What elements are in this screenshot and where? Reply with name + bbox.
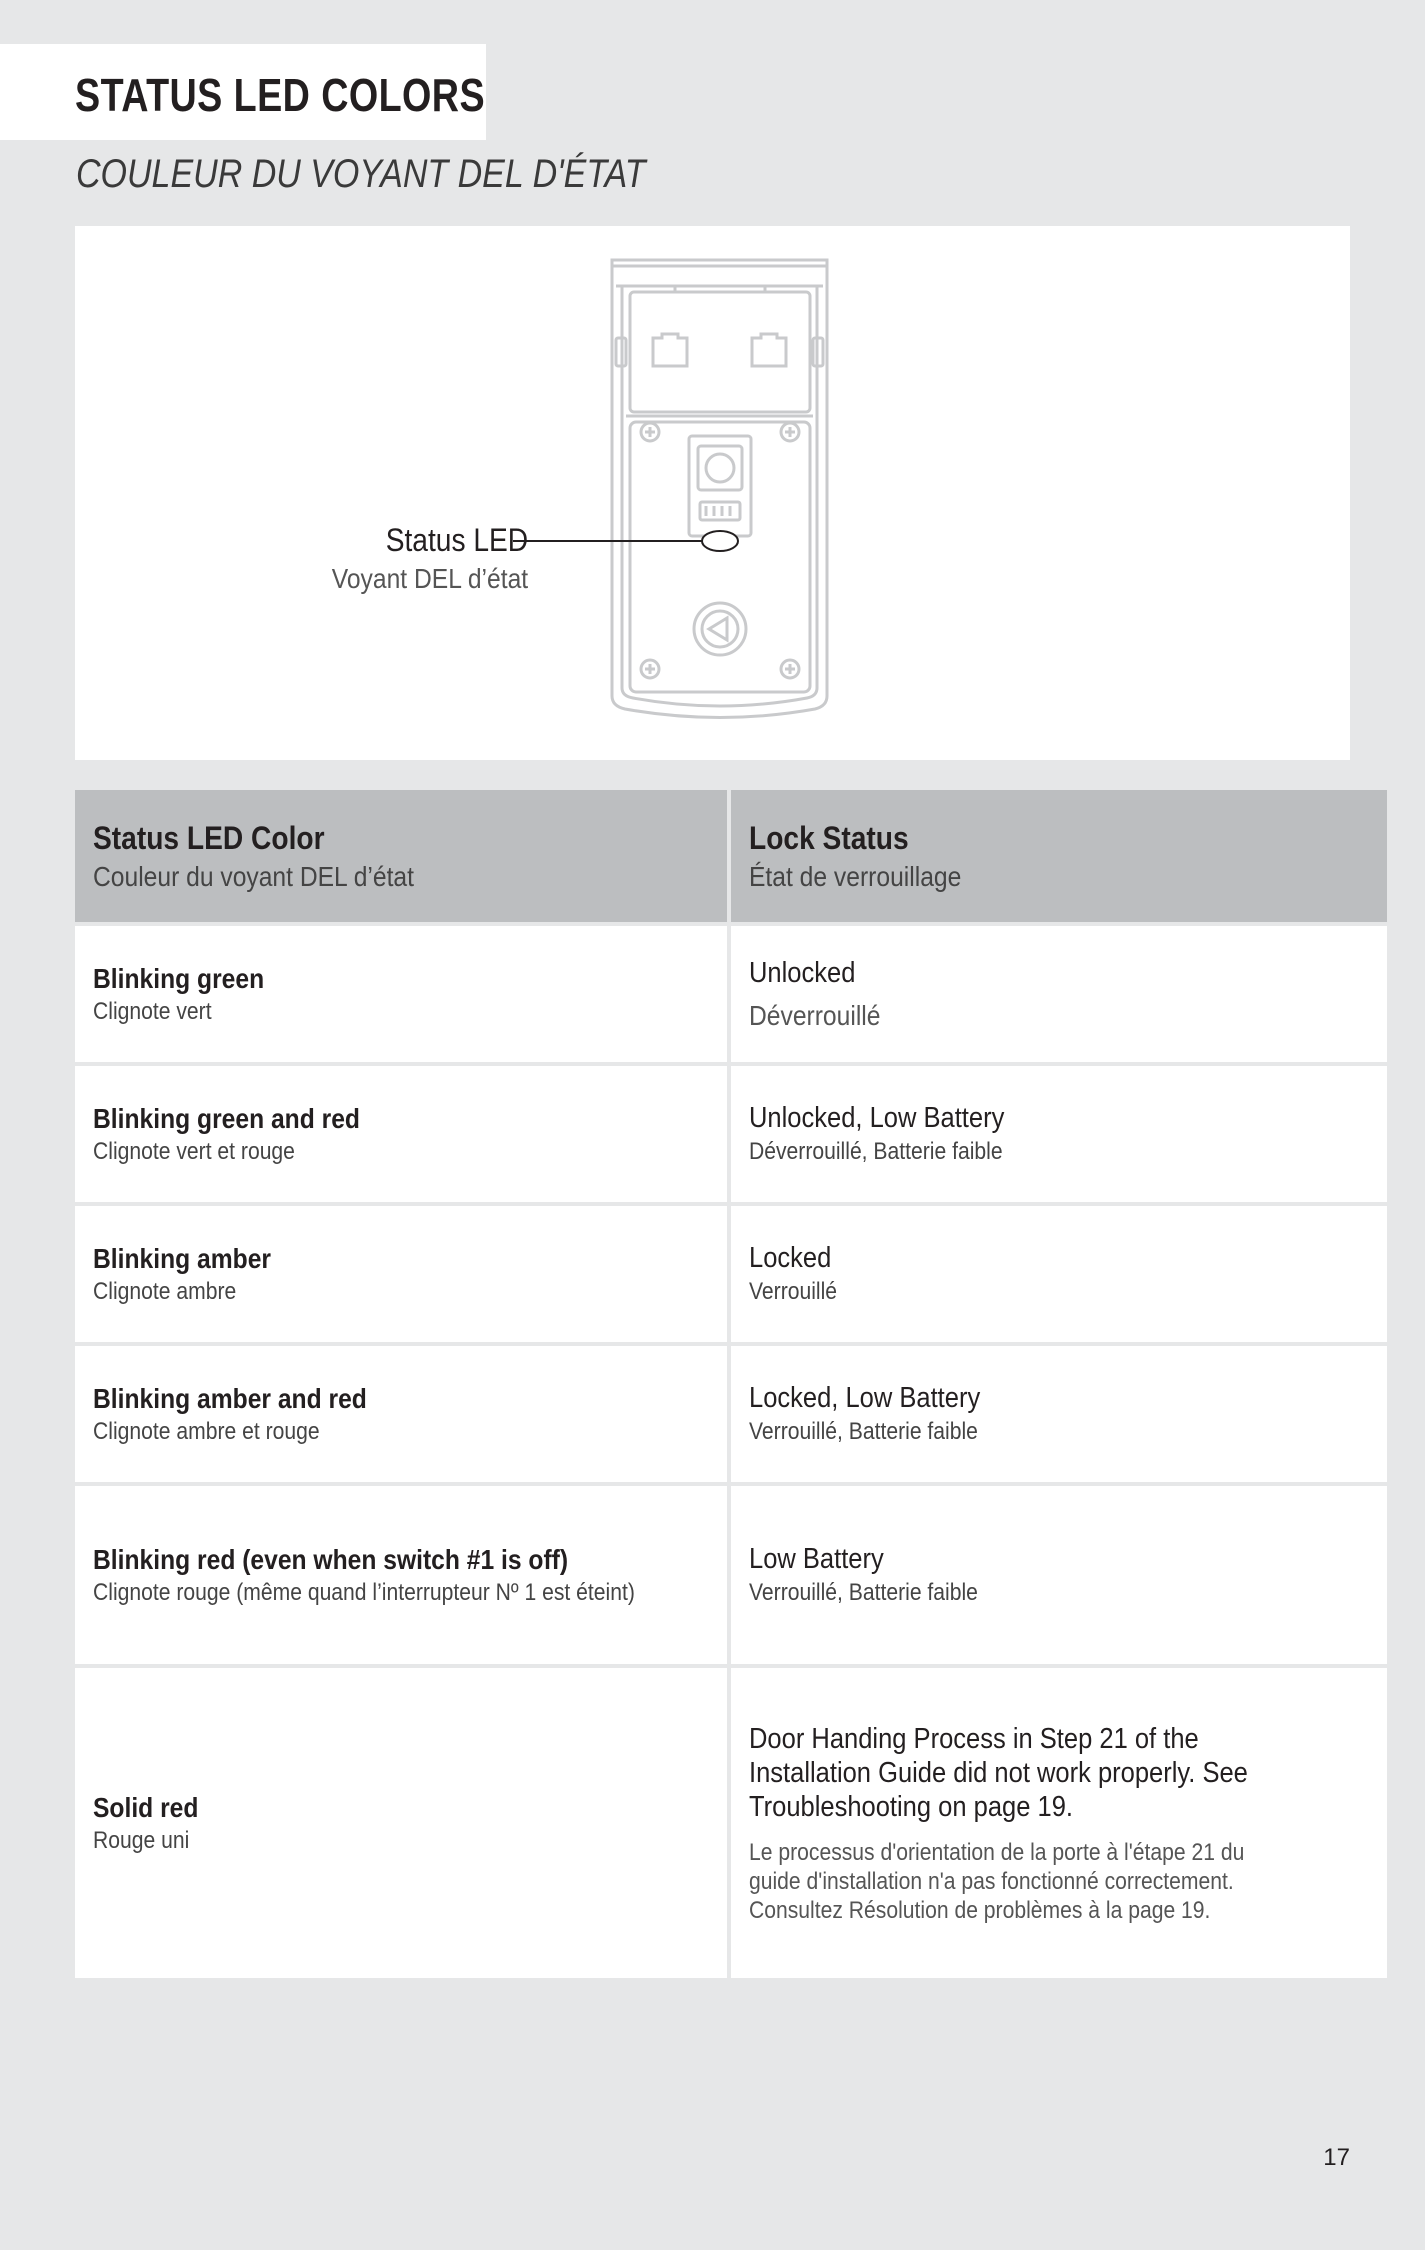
cell-led-color: [75, 1206, 727, 1342]
page-subtitle: COULEUR DU VOYANT DEL D'ÉTAT: [76, 152, 646, 196]
color-fr: Clignote ambre: [93, 1277, 237, 1305]
color-fr: Clignote vert: [93, 997, 212, 1025]
status-led-marker: [702, 531, 738, 551]
status-en: Locked, Low Battery: [748, 1382, 980, 1414]
cell-lock-status: [731, 926, 1387, 1062]
header-lock-status: [731, 790, 1387, 922]
status-fr: Verrouillé, Batterie faible: [748, 1418, 978, 1445]
header-led-color: [75, 790, 727, 922]
status-table: [71, 786, 1391, 1982]
color-fr: Clignote rouge (même quand l’interrupteur Nº 1 est éteint): [93, 1578, 635, 1606]
status-fr: Verrouillé: [748, 1278, 837, 1305]
cell-led-color: [75, 1346, 727, 1482]
status-fr: Déverrouillé: [748, 999, 881, 1031]
lock-illustration: [75, 226, 1350, 760]
status-en: Locked: [748, 1242, 832, 1274]
status-led-callout: [305, 522, 528, 595]
status-fr: Verrouillé, Batterie faible: [748, 1579, 978, 1606]
header-fr: État de verrouillage: [748, 860, 962, 892]
page-number: 17: [1323, 2144, 1350, 2171]
status-en: Unlocked: [748, 956, 856, 989]
status-fr: Déverrouillé, Batterie faible: [748, 1138, 1003, 1165]
cell-lock-status: [731, 1066, 1387, 1202]
cell-led-color: [75, 1486, 727, 1664]
lock-interior-drawing: [75, 226, 1350, 760]
table-row: [75, 1668, 1387, 1978]
table-row: [75, 1066, 1387, 1202]
status-en: Low Battery: [748, 1543, 884, 1575]
header-en: Status LED Color: [93, 819, 325, 856]
color-en: Blinking green: [93, 962, 265, 994]
cell-led-color: [75, 926, 727, 1062]
header-fr: Couleur du voyant DEL d’état: [93, 860, 414, 892]
cell-led-color: [75, 1668, 727, 1978]
table-row: [75, 1346, 1387, 1482]
cell-lock-status: [731, 1486, 1387, 1664]
cell-lock-status: [731, 1346, 1387, 1482]
color-en: Blinking amber: [93, 1242, 271, 1274]
table-row: [75, 926, 1387, 1062]
table-header-row: [75, 790, 1387, 922]
page-title: STATUS LED COLORS: [75, 69, 486, 121]
header-en: Lock Status: [748, 819, 909, 856]
status-en: Unlocked, Low Battery: [748, 1102, 1005, 1134]
status-en: Door Handing Process in Step 21 of the Installation Guide did not work properly. See Troubleshooting on page 19.: [748, 1722, 1248, 1823]
color-fr: Clignote ambre et rouge: [93, 1417, 320, 1445]
color-fr: Clignote vert et rouge: [93, 1137, 295, 1165]
status-led-label: Status LED: [385, 522, 528, 558]
status-fr: Le processus d'orientation de la porte à l'étape 21 du guide d'installation n'a pas fonctionné correctement. Consultez Résolution de problèmes à la page 19.: [748, 1838, 1245, 1924]
color-en: Solid red: [93, 1791, 199, 1823]
status-led-label-fr: Voyant DEL d’état: [331, 563, 528, 594]
cell-led-color: [75, 1066, 727, 1202]
color-en: Blinking red (even when switch #1 is off): [93, 1543, 569, 1575]
cell-lock-status: [731, 1206, 1387, 1342]
color-en: Blinking green and red: [93, 1102, 360, 1134]
table-row: [75, 1206, 1387, 1342]
color-fr: Rouge uni: [93, 1826, 190, 1854]
table-row: [75, 1486, 1387, 1664]
color-en: Blinking amber and red: [93, 1382, 367, 1414]
cell-lock-status: [731, 1668, 1387, 1978]
